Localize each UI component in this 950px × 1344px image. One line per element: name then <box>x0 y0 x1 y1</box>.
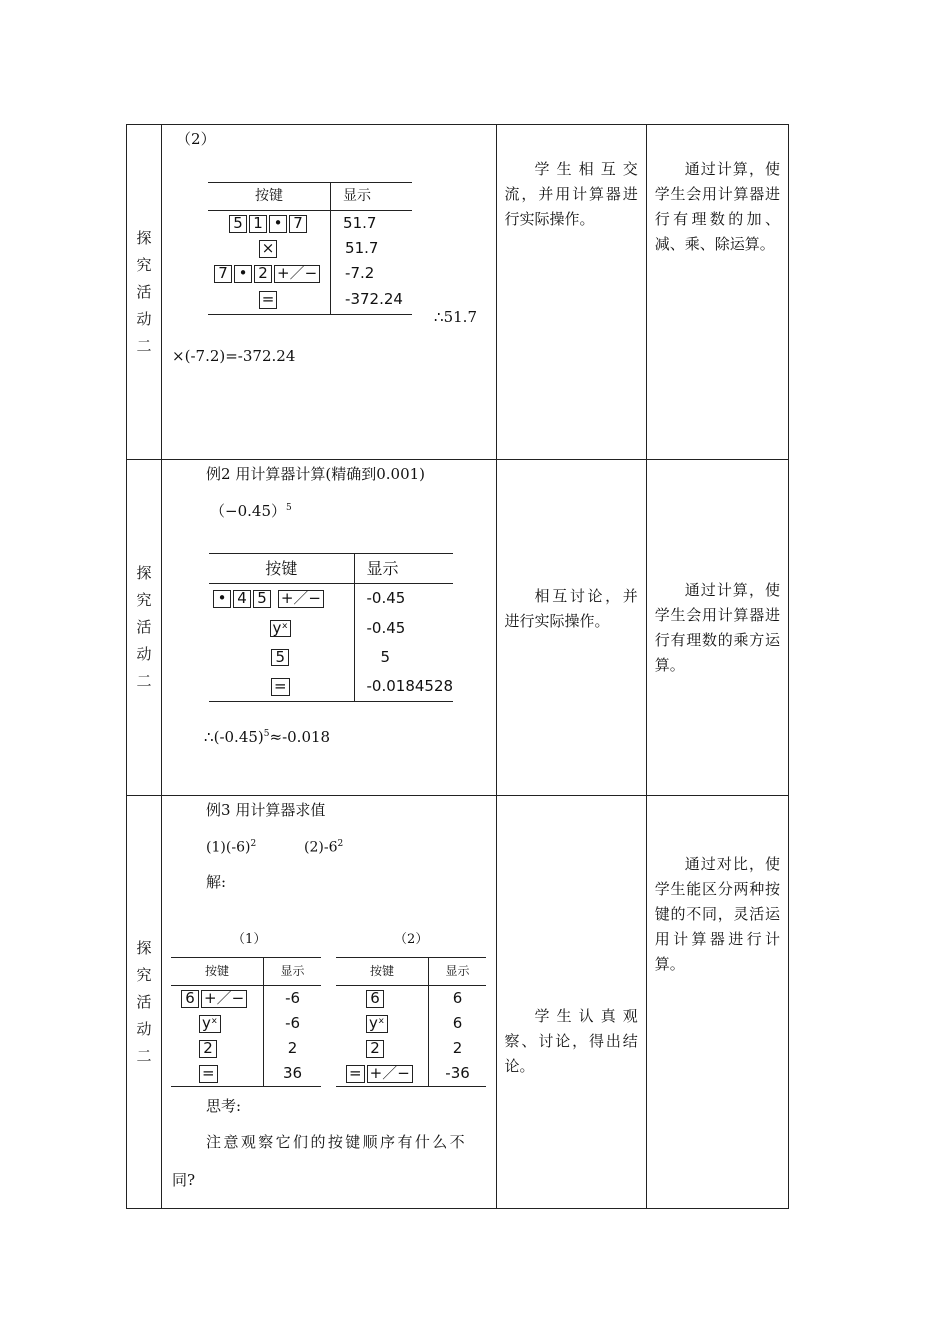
keypress-table-2 <box>336 957 486 1087</box>
key-sequence <box>336 1011 429 1036</box>
content-cell <box>162 460 497 796</box>
display-value: -372.24 <box>345 290 403 309</box>
design-intent-cell <box>646 796 788 1209</box>
activity-label-cell <box>127 460 162 796</box>
activity-label: 探究活动二 <box>136 938 152 1065</box>
key-5: 5 <box>229 215 247 233</box>
design-intent-cell <box>646 125 788 460</box>
student-activity-cell <box>496 796 646 1209</box>
display-value: 2 <box>452 1039 463 1057</box>
key-plus-minus: +／− <box>367 1065 413 1083</box>
key-plus-minus: +／− <box>201 990 247 1008</box>
header-keys: 按键 <box>336 958 429 986</box>
key-6: 6 <box>366 990 384 1008</box>
design-intent-text: 通过计算，使学生会用计算器进行有理数的乘方运算。 <box>654 581 780 674</box>
key-multiply: × <box>259 240 278 258</box>
student-activity-cell <box>496 460 646 796</box>
display-value: 51.7 <box>343 214 377 232</box>
conclusion-exponent: 5 <box>263 729 270 739</box>
key-7: 7 <box>214 265 232 283</box>
header-display: 显示 <box>331 183 413 211</box>
display-value: 2 <box>287 1039 298 1057</box>
activity-label: 探究活动二 <box>136 564 152 690</box>
question-2 <box>304 832 343 861</box>
key-sequence <box>209 672 354 702</box>
design-intent-cell <box>646 460 788 796</box>
activity-label-cell <box>127 125 162 460</box>
key-5: 5 <box>253 590 271 608</box>
key-power: yˣ <box>366 1015 388 1033</box>
key-plus-minus: +／− <box>278 590 324 608</box>
activity-label: 探究活动二 <box>136 228 152 355</box>
display-value: -6 <box>285 1014 301 1032</box>
key-dot: • <box>269 215 287 233</box>
table-row <box>127 796 789 1209</box>
student-activity-text: 学生认真观察、讨论，得出结论。 <box>504 1007 638 1075</box>
conclusion <box>204 722 330 750</box>
design-intent-text: 通过计算，使学生会用计算器进行有理数的加、减、乘、除运算。 <box>654 160 780 253</box>
question-text: 注意观察它们的按键顺序有什么不 <box>206 1133 468 1151</box>
display-value: -6 <box>285 989 301 1007</box>
keypress-table <box>208 182 412 315</box>
display-value: 5 <box>380 647 391 666</box>
key-sequence <box>208 236 331 261</box>
key-sequence <box>208 286 331 314</box>
key-sequence <box>208 261 331 286</box>
display-value: 51.7 <box>345 239 379 257</box>
design-intent-text: 通过对比，使学生能区分两种按键的不同，灵活运用计算器进行计算。 <box>654 855 780 973</box>
keypress-table <box>209 553 453 702</box>
activity-label-cell <box>127 796 162 1209</box>
key-equals: = <box>271 678 290 696</box>
example-title: 例2 用计算器计算(精确到0.001) <box>206 465 426 483</box>
question-text-cont: 同? <box>172 1171 196 1189</box>
display-value: -7.2 <box>345 264 375 282</box>
display-value: 6 <box>452 1014 463 1032</box>
key-sequence <box>209 584 354 614</box>
header-keys: 按键 <box>208 183 331 211</box>
key-sequence <box>209 643 354 672</box>
key-dot: • <box>213 590 231 608</box>
key-2: 2 <box>254 265 272 283</box>
display-value: -0.0184528 <box>366 676 454 695</box>
question-1-base: (1)(-6) <box>206 839 251 856</box>
conclusion-result: ≈-0.018 <box>269 728 331 746</box>
think-label: 思考: <box>206 1097 242 1115</box>
key-sequence <box>171 1036 264 1061</box>
therefore-text: ∴51.7 <box>434 308 477 326</box>
key-6: 6 <box>181 990 199 1008</box>
conclusion-base: ∴(-0.45) <box>204 728 264 746</box>
sub-table-2-label: （2） <box>394 932 429 947</box>
lesson-plan-table <box>126 124 789 1209</box>
key-1: 1 <box>249 215 267 233</box>
key-equals: = <box>199 1065 218 1083</box>
header-display: 显示 <box>264 958 322 986</box>
question-2-exponent: 2 <box>337 839 344 849</box>
key-sequence <box>336 1061 429 1087</box>
key-plus-minus: +／− <box>274 265 320 283</box>
key-dot: • <box>234 265 252 283</box>
display-value: 36 <box>283 1064 303 1082</box>
student-activity-text: 学生相互交流，并用计算器进行实际操作。 <box>504 160 638 228</box>
table-row <box>127 460 789 796</box>
key-power: yˣ <box>270 620 292 638</box>
key-sequence <box>336 986 429 1012</box>
expression-base: （−0.45） <box>210 502 287 520</box>
key-equals: = <box>346 1065 365 1083</box>
key-7: 7 <box>289 215 307 233</box>
example-title: 例3 用计算器求值 <box>206 801 326 819</box>
part-label: （2） <box>176 130 216 148</box>
display-value: 6 <box>452 989 463 1007</box>
question-1 <box>206 832 256 861</box>
keypress-table-1 <box>171 957 321 1087</box>
table-row <box>127 125 789 460</box>
key-2: 2 <box>366 1040 384 1058</box>
expression-exponent: 5 <box>286 503 292 513</box>
key-4: 4 <box>233 590 251 608</box>
key-equals: = <box>259 291 278 309</box>
key-sequence <box>171 986 264 1012</box>
content-cell <box>162 125 497 460</box>
header-keys: 按键 <box>209 554 354 584</box>
header-keys: 按键 <box>171 958 264 986</box>
student-activity-text: 相互讨论，并进行实际操作。 <box>504 587 638 630</box>
display-value: -0.45 <box>366 589 406 608</box>
key-5: 5 <box>271 649 289 667</box>
question-1-exponent: 2 <box>250 839 257 849</box>
header-display: 显示 <box>354 554 453 584</box>
question-2-base: (2)-6 <box>304 839 338 856</box>
content-cell <box>162 796 497 1209</box>
key-power: yˣ <box>199 1015 221 1033</box>
display-value: -0.45 <box>366 618 406 637</box>
display-value: -36 <box>445 1064 470 1082</box>
key-sequence <box>171 1061 264 1087</box>
result-line: ×(-7.2)=-372.24 <box>172 347 296 365</box>
key-2: 2 <box>199 1040 217 1058</box>
key-sequence <box>209 614 354 643</box>
sub-table-1-label: （1） <box>232 932 267 947</box>
key-sequence <box>171 1011 264 1036</box>
key-sequence <box>336 1036 429 1061</box>
key-sequence <box>208 211 331 237</box>
header-display: 显示 <box>429 958 487 986</box>
student-activity-cell <box>496 125 646 460</box>
expression <box>210 496 292 524</box>
solution-label: 解: <box>206 873 227 891</box>
